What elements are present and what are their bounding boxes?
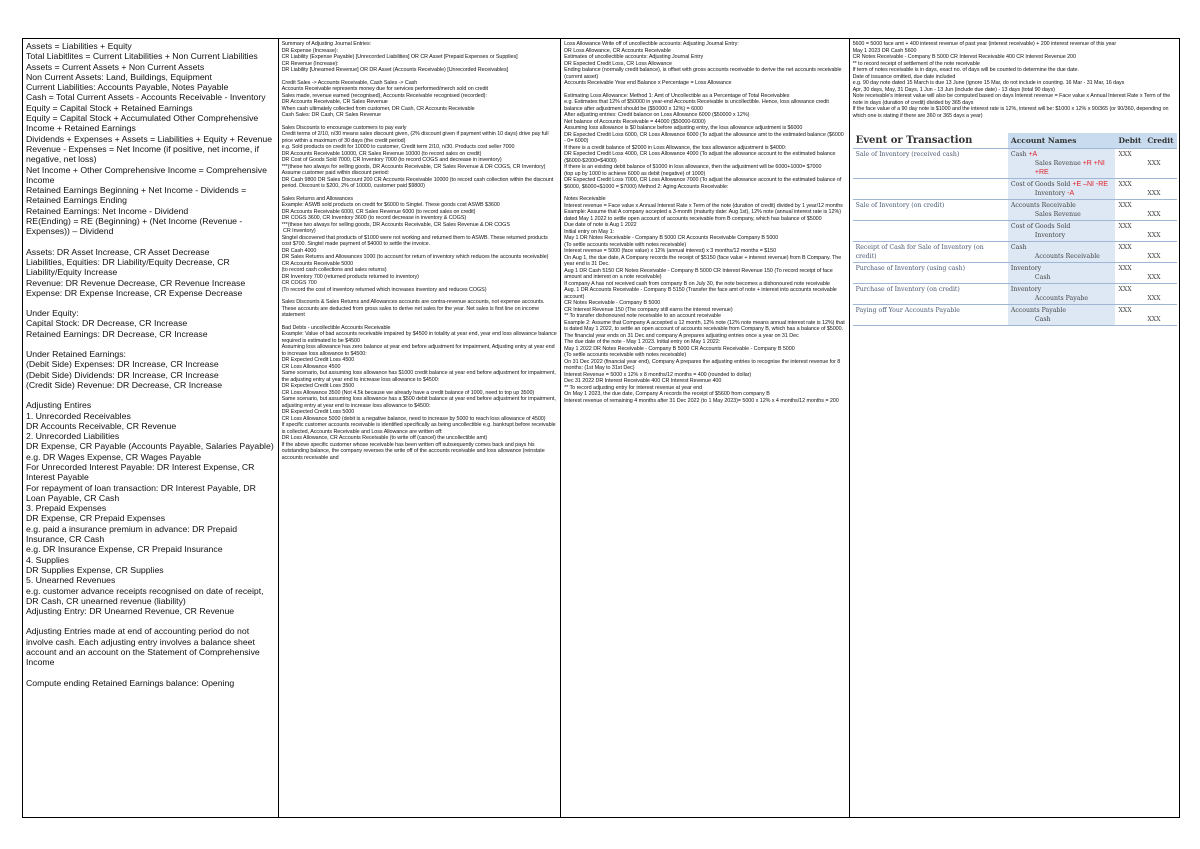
account-cell xyxy=(1008,263,1116,284)
spacer xyxy=(26,298,275,308)
debit-account: Cost of Goods Sold xyxy=(1010,223,1071,230)
event-cell: Purchase of Inventory (using cash) xyxy=(853,263,1008,284)
debit-account: Cost of Goods Sold xyxy=(1010,181,1071,188)
text-line: Assuming loss allowance is $0 balance before adjusting entry, the loss allowance adjustment is $6000 xyxy=(564,125,803,131)
text-line: Example 2: Assume that Company A accepted a 12 month, 12% note (12% note means annual interest rate is 12%) that is dated May 1 2022, to settle an open account of accounts receivable from Company B, which has a balance of $5000. xyxy=(564,319,847,332)
text-line: DR Expected Credit Loss 7000, CR Loss Allowance 7000 (To adjust the allowance account to the estimated balance of $6000, $6000+$1000 = $7000) Method 2: Aging Accounts Receivable: xyxy=(564,177,843,190)
credit-cell xyxy=(1144,200,1176,221)
text-line: DR Accounts Receivable, CR Revenue xyxy=(26,420,177,431)
text-line: Total Liabitlites = Current Litabilities + Non Current Liabilities xyxy=(26,51,258,62)
debit-cell: XXX xyxy=(1115,200,1144,221)
text-line: (top up by 1000 to achieve 6000 as debit (negative) of 1000) xyxy=(564,170,706,177)
account-cell xyxy=(1008,284,1116,305)
text-line: For repayment of loan transaction: DR Interest Payable, DR Loan Payable, CR Cash xyxy=(26,482,259,503)
text-line: e.g. customer advance receipts recognised on date of receipt, DR Cash, CR unearned revenue (liability) xyxy=(26,585,267,606)
text-line: CR Accounts Receivable 5000 xyxy=(281,260,354,267)
text-line: If there is an existing debit balance of $1000 in loss allowance, then the adjustment will be 6000+1000= $7000 xyxy=(564,164,822,170)
table-row xyxy=(853,179,1177,200)
text-line: If there is a credit balance of $2000 in Loss Allowance, the loss allowance adjustment is $4000: xyxy=(564,144,787,151)
text-line: DR Sales Returns and Allowances 1000 (to account for return of inventory which reduces the accounts receivable) xyxy=(281,254,549,260)
credit-value: XXX xyxy=(1147,160,1161,167)
credit-cell xyxy=(1144,284,1176,305)
header-account-names: Account Names xyxy=(1008,133,1116,149)
text-line: DR Cash 4000 xyxy=(281,247,317,254)
table-row xyxy=(853,200,1177,221)
text-line: If specific customer accounts receivable is identified specifically as being uncollectible e.g. bankrupt before receivable is collected, Accounts Receivable and Loss Allowance are written off: xyxy=(281,422,558,435)
debit-account: Inventory xyxy=(1010,265,1042,272)
text-line: ** to record receipt of settlement of the note receivable xyxy=(852,60,980,67)
text-line: DR Cost of Goods Sold 7000, CR Inventory 7000 (to record COGS and decrease in inventory) xyxy=(281,157,502,163)
table-row xyxy=(853,149,1177,179)
text-line: Net balance of Accounts Receivable = 44000 ($50000-6000) xyxy=(564,118,706,125)
event-cell: Purchase of Inventory (on credit) xyxy=(853,284,1008,305)
text-line: Interest Revenue = 5000 x 12% x 8 months/12 months = 400 (rounded to dollar) xyxy=(564,371,752,378)
text-line: Revenue - Expenses = Net Income (if positive, net income, if negative, net loss) xyxy=(26,143,262,165)
text-line: Credit terms of 2/10, n/30 means sales discount given, (2% discount given if payment within 10 days) drive pay full price within a maximum of 30 days (the credit period) xyxy=(281,131,550,144)
credit-account: Accounts Payabe xyxy=(1034,295,1089,302)
credit-cell xyxy=(1144,263,1176,284)
table-row xyxy=(853,305,1177,326)
text-line: CR Loss Allowance 5000 (debit is a negative balance, need to increase by 5000 to reach loss allowance of 4500) xyxy=(281,415,546,422)
text-line: (To settle accounts receivable with notes receivable) xyxy=(564,241,687,248)
text-line: Same scenario, but assuming loss allowance has a $500 debit balance at year end before adjustment for impairment, adjusting entry at year end to increase loss allowance to $4500: xyxy=(281,396,558,409)
text-line: Expense: DR Expense Increase, CR Expense Decrease xyxy=(26,287,243,298)
text-line: Interest revenue of remaining 4 months after 31 Dec 2022 (to 1 May 2023)= 5000 x 12% x 4 months/12 months = 200 xyxy=(564,397,839,404)
spacer xyxy=(26,237,275,247)
debit-cell: XXX xyxy=(1115,284,1144,305)
text-line: (to record cash collections and sales returns) xyxy=(281,267,387,273)
text-line: Compute ending Retained Earnings balance: Opening xyxy=(26,677,235,688)
text-line: Estimating Loss Allowance: Method 1: Amt of Uncollectible as a Percentage of Total Receivables xyxy=(564,92,790,99)
text-line: Accounts Receivable Year end Balance x Percentage = Loss Allowance xyxy=(564,80,732,86)
text-line: After adjusting entries: Credit balance on Loss Allowance 6000 ($50000 x 12%) xyxy=(564,112,750,118)
text-line: 4. Supplies xyxy=(26,554,69,565)
spacer xyxy=(26,668,275,678)
text-line: (To settle accounts receivable with notes receivable) xyxy=(564,352,687,358)
text-line: Dividends + Expenses + Assets = Liabilities + Equity + Revenue xyxy=(26,133,273,144)
credit-value: XXX xyxy=(1147,211,1161,218)
text-line: Retained Earnings: DR Decrease, CR Increase xyxy=(26,328,208,339)
text-line: Summary of Adjusting Journal Entries: xyxy=(281,41,372,47)
credit-value: XXX xyxy=(1147,316,1161,323)
text-line: Sales Returns and Allowances xyxy=(281,195,353,202)
event-cell xyxy=(853,179,1008,200)
debit-cell: XXX xyxy=(1115,179,1144,200)
text-line: Accounts Receivable represents money due for services performed/merch sold on credit xyxy=(281,86,488,92)
text-line: 3. Prepaid Expenses xyxy=(26,503,107,514)
text-line: CR COGS 700 xyxy=(281,280,317,286)
text-line: CR Interest Revenue 150 (The company still earns the interest revenue) xyxy=(564,306,733,313)
text-line: CR Revenue (Increase): xyxy=(281,60,339,67)
text-line: Interest revenue = 5000 (face value) x 12% (annual interest) x 3 months/12 months = $150 xyxy=(564,248,777,254)
text-line: Sales made, revenue earned (recognised), Accounts Receivable recognised (recorded): xyxy=(281,92,487,99)
text-line: e.g. DR Wages Expense, CR Wages Payable xyxy=(26,451,202,462)
text-line: Assets = Current Assets + Non Current Assets xyxy=(26,61,205,72)
text-line: ***(these two always for selling goods, DR Accounts Receivable, CR Sales Revenue & DR COGS xyxy=(281,221,510,228)
column-1 xyxy=(23,39,279,817)
table-row xyxy=(853,221,1177,242)
text-line: For Unrecorded Interest Payable: DR Interest Expense, CR Interest Payable xyxy=(26,461,257,483)
text-line: DR Expected Credit Loss 4500 xyxy=(281,357,355,363)
text-line: DR Inventory 700 (returned products returned to inventory) xyxy=(281,273,419,280)
credit-value: XXX xyxy=(1147,190,1161,197)
debit-account: Cash xyxy=(1010,244,1027,251)
table-row xyxy=(853,284,1177,305)
text-line: DR Expected Credit Loss 4000, CR Loss Allowance 4000 (To adjust the allowance account to the estimated balance ($6000-$2000=$4000) xyxy=(564,151,837,164)
text-line: 5. Unearned Revenues xyxy=(26,575,116,586)
debit-account: Cash xyxy=(1010,151,1027,158)
text-line: Equity = Capital Stock + Retained Earnings xyxy=(26,102,193,113)
text-line: Same scenario, but assuming loss allowance has $1000 credit balance at year end before adjustment for impairment, the adjusting entry at year end to increase loss allowance to $4500: xyxy=(281,370,558,383)
text-line: Initial entry on May 1: xyxy=(564,228,615,235)
text-line: Example: ASWB sold products on credit for $6000 to Singtel. These goods cost ASWB $3600 xyxy=(281,202,500,208)
text-line: CR Loss Allowance 4500 xyxy=(281,363,341,370)
text-line: ** To record adjusting entry for interest revenue at year end xyxy=(564,384,703,391)
credit-account: Cash xyxy=(1034,316,1051,323)
text-line: DR Cash 9800 DR Sales Discount 200 CR Accounts Receivable 10000 (to record cash collection within the discount period. Discount is $200, 2% of 10000, customer paid $9800) xyxy=(281,176,555,189)
text-line: Cash Sales: DR Cash, CR Sales Revenue xyxy=(281,112,381,118)
journal-entry-table xyxy=(853,133,1177,326)
text-line: If the face value of a 90 day note is $1000 and the interest rate is 12%, interest will be: $1000 x 12% x 90/365 (or 90/360, depending on which one is stating if there are 360 or 365 days a year) xyxy=(852,106,1170,119)
text-line: Notes Receivable xyxy=(564,196,606,202)
credit-account: Sales Revenue xyxy=(1034,160,1081,167)
text-line: Adjusting Entry: DR Unearned Revenue, CR Revenue xyxy=(26,606,235,617)
text-line: ***(these two always for selling goods, DR Accounts Receivable, CR Sales Revenue & DR COGS, CR Inventory) xyxy=(281,163,546,170)
text-line: DR Expected Credit Loss 3500 xyxy=(281,383,355,389)
text-line: DR Expense (Increase): xyxy=(281,47,338,54)
text-line: The due date of the note - May 1 2023. Initial entry on May 1 2022: xyxy=(564,339,721,345)
text-line: Bad Debts - uncollectible Accounts Receivable xyxy=(281,324,391,331)
debit-effect: +E –NI -RE xyxy=(1072,181,1108,188)
text-line: CR Loss Allowance 3500 (Not 4.5k because we already have a credit balance of 1000, need to top up 3500) xyxy=(281,389,535,396)
credit-cell xyxy=(1144,305,1176,326)
text-line: May 1 DR Notes Receivable - Company B 5000 CR Accounts Receivable Company B 5000 xyxy=(564,235,779,241)
credit-account: Sales Revenue xyxy=(1034,211,1081,218)
column-4 xyxy=(850,39,1179,817)
credit-effect: -A xyxy=(1067,190,1075,197)
text-line: DR Supplies Expense, CR Supplies xyxy=(26,564,164,575)
text-line: (To record the cost of inventory returned which increases inventory and reduces COGS) xyxy=(281,286,487,293)
text-line: DR COGS 3600, CR Inventory 3600 (to record decrease in inventory & COGS) xyxy=(281,215,467,221)
text-line: Date of issuance omitted, due date included xyxy=(852,73,956,80)
text-line: Equity = Capital Stock + Accumulated Other Comprehensive Income + Retained Earnings xyxy=(26,113,261,134)
credit-cell xyxy=(1144,149,1176,179)
text-line: DR Expected Credit Loss 5000 xyxy=(281,409,355,415)
text-line: DR Loss Allowance, CR Accounts Receivable xyxy=(564,47,671,54)
text-line: 1. Unrecorded Receivables xyxy=(26,410,131,421)
text-line: (Credit Side) Revenue: DR Decrease, CR Increase xyxy=(26,379,223,390)
credit-account: Inventory xyxy=(1034,232,1066,239)
journal-entry-table-image xyxy=(853,133,1177,326)
text-line: Under Equity: xyxy=(26,308,79,319)
debit-cell: XXX xyxy=(1115,149,1144,179)
text-line: e.g. DR Insurance Expense, CR Prepaid Insurance xyxy=(26,544,223,555)
text-line: DR Expected Credit Loss 6000, CR Loss Allowance 6000 (To adjust the allowance amt to the estimated balance ($6000 - 0= 6000) xyxy=(564,131,846,144)
header-credit: Credit xyxy=(1144,133,1176,149)
event-cell: Sale of Inventory (received cash) xyxy=(853,149,1008,179)
spacer xyxy=(26,390,275,400)
credit-cell xyxy=(1144,242,1176,263)
text-line: May 1 2023 DR Cash 5600 xyxy=(852,47,917,54)
text-line: Dec 31 2022 DR Interest Receivable 400 CR Interest Revenue 400 xyxy=(564,378,722,384)
credit-value: XXX xyxy=(1147,274,1161,281)
text-line: Adjusting Entries made at end of accounting period do not involve cash. Each adjusting entry involves a balance sheet account and an account on the Statement of Comprehensive Income xyxy=(26,626,263,668)
text-line: 5600 = 5000 face amt + 400 interest revenue of past year (interest receivable) + 200 interest revenue of this year xyxy=(852,41,1117,47)
spacer xyxy=(26,616,275,626)
text-line: Interest revenue = Face value x Annual Interest Rate x Term of the note (duration of credit) divided by 1 year/12 months xyxy=(564,202,843,209)
account-cell xyxy=(1008,200,1116,221)
text-line: The financial year ends on 31 Dec and company A prepares adjusting entries once a year on 31 Dec xyxy=(564,332,799,339)
debit-account: Inventory xyxy=(1010,286,1042,293)
text-line: DR Liability [Unearned Revenue] OR DR Asset (Accounts Receivable) [Unrecorded Receivables] xyxy=(281,67,509,73)
text-line: Example: Assume that A company accepted a 3-month (maturity date: Aug 1st), 12% note (annual interest rate is 12%) dated May 1 2022 to settle open account of accounts receivable from B company, which has balance of $5000 xyxy=(564,209,843,222)
text-line: If the above specific customer whose receivable has been written off subsequently comes back and pays his outstanding balance, the company reverses the write off of the accounts receivable and loss allowance (reinstate accounts receivable and xyxy=(281,441,547,461)
table-row xyxy=(853,263,1177,284)
text-line: Net Income + Other Comprehensive Income = Comprehensive Income xyxy=(26,164,270,185)
debit-cell: XXX xyxy=(1115,263,1144,284)
text-line: Singtel discovered that products of $1000 were not working and returned them to ASWB. These returned products cost $700. Singtel made payment of $4000 to settle the invoice. xyxy=(281,234,550,247)
text-line: Sales Discounts & Sales Returns and Allowances accounts are contra-revenue accounts, not expense accounts. These accounts are deducted from gross sales to derive net sales for the year. Net sales is first line on income statement xyxy=(281,299,546,318)
text-line: On May 1 2023, the due date, Company A records the receipt of $5600 from company B xyxy=(564,391,770,397)
text-line: Capital Stock: DR Decrease, CR Increase xyxy=(26,318,188,329)
table-row xyxy=(853,242,1177,263)
text-line: e.g. Estimates that 12% of $50000 in year-end Accounts Receivable is uncollectible. Hence, loss allowance credit balance after adjustment should be ($50000 x 12%) = 6000 xyxy=(564,99,831,112)
text-line: If company A has not received cash from company B on July 30, the note becomes a dishonoured note receivable xyxy=(564,280,830,287)
debit-cell: XXX xyxy=(1115,242,1144,263)
text-line: Sales Discounts to encourage customers to pay early xyxy=(281,124,407,131)
text-line: e.g. Sold products on credit for 10000 to customer, Credit term 2/10, n/30. Products cost seller 7000 xyxy=(281,144,515,150)
account-cell xyxy=(1008,221,1116,242)
text-line: DR Expense, CR Prepaid Expenses xyxy=(26,513,166,524)
account-cell xyxy=(1008,242,1116,263)
credit-effect: +R +NI +RE xyxy=(1034,160,1105,176)
credit-cell xyxy=(1144,179,1176,200)
text-line: Assuming loss allowance has zero balance at year end before adjustment for impairment, Adjusting entry at year end to increase loss allowance to $4500: xyxy=(281,344,556,357)
credit-account: Cash xyxy=(1034,274,1051,281)
debit-account: Accounts Receivable xyxy=(1010,202,1076,209)
text-line: On 31 Dec 2022 (financial year end), Company A prepares the adjusting entries to recognise the interest revenue for 8 months: (1st May to 31st Dec) xyxy=(564,358,842,371)
text-line: DR Accounts Receivable, CR Sales Revenue xyxy=(281,99,388,105)
text-line: Adjusting Entires xyxy=(26,400,92,411)
text-line: CR Liability (Expense Payable) [Unrecorded Liabilities] OR CR Asset [Prepaid Expenses or Supplies] xyxy=(281,54,518,60)
text-line: DR Expense, CR Payable (Accounts Payable, Salaries Payable) xyxy=(26,441,274,452)
text-line: DR Expected Credit Loss, CR Loss Allowance xyxy=(564,60,672,67)
text-line: Under Retained Earnings: xyxy=(26,349,126,360)
debit-cell: XXX xyxy=(1115,305,1144,326)
text-line: Non Current Assets: Land, Buildings, Equipment xyxy=(26,71,212,82)
text-line: CR Notes Receivable - Company B 5000 CR Interest Receivable 400 CR Interest Revenue 200 xyxy=(852,54,1076,60)
header-debit: Debit xyxy=(1115,133,1144,149)
text-line: ** To transfer dishonoured note receivable to an account receivable xyxy=(564,313,721,319)
text-line: Current Liabilities: Accounts Payable, Notes Payable xyxy=(26,82,229,93)
debit-effect: +A xyxy=(1028,151,1038,158)
text-line: RE(Ending) = RE (Beginning) + (Net Income (Revenue - Expenses)) – Dividend xyxy=(26,216,245,237)
column-3 xyxy=(561,39,850,817)
event-cell: Receipt of Cash for Sale of Inventory (on credit) xyxy=(853,242,1008,263)
credit-value: XXX xyxy=(1147,295,1161,302)
text-line: DR Loss Allowance, CR Accounts Receivable (to write off (cancel) the uncollectible amt) xyxy=(281,435,488,441)
text-line: Example: Value of bad accounts receivable impaired by $4500 in totality at year end, year end loss allowance balance required is estimated to be $4500 xyxy=(281,331,559,344)
credit-account: Accounts Receivable xyxy=(1034,253,1100,260)
text-line: (Debit Side) Expenses: DR Increase, CR Increase xyxy=(26,359,219,370)
text-line: Retained Earnings: Net Income - Dividend xyxy=(26,205,189,216)
text-line: DR Accounts Receivable 6000, CR Sales Revenue 6000 (to record sales on credit) xyxy=(281,208,476,215)
account-cell xyxy=(1008,305,1116,326)
text-line: May 1 2022 DR Notes Receivable - Company B 5000 CR Accounts Receivable - Company B 5000 xyxy=(564,345,795,352)
event-cell: Sale of Inventory (on credit) xyxy=(853,200,1008,221)
credit-value: XXX xyxy=(1147,253,1161,260)
text-line: CR Notes Receivable - Company B 5000 xyxy=(564,300,661,306)
debit-cell: XXX xyxy=(1115,221,1144,242)
text-line: Note receivable's interest value will also be computed based on days Interest revenue = Face value x Annual Interest Rate x Term of the note in days (duration of credit) divided by 365 days xyxy=(852,93,1172,106)
notes-receivable-continued xyxy=(853,41,1176,119)
column-2 xyxy=(279,39,562,817)
cheat-sheet-page xyxy=(22,38,1180,818)
event-cell: Paying off Your Accounts Payable xyxy=(853,305,1008,326)
spacer xyxy=(26,339,275,349)
text-line: Aug 1 DR Cash 5150 CR Notes Receivable - Company B 5000 CR Interest Revenue 150 (To record receipt of face amount and interest on a note receivable) xyxy=(564,267,835,280)
credit-account: Inventory xyxy=(1034,190,1066,197)
text-line: Apr, 30 days, May, 31 Days, 1 Jun - 13 Jun (include due date) - 13 days (total 90 days) xyxy=(852,86,1055,93)
event-cell xyxy=(853,221,1008,242)
text-line: CR Inventory) xyxy=(281,228,316,234)
text-line: Assume customer paid within discount period: xyxy=(281,170,390,176)
text-line: DR Accounts Receivable 10000, CR Sales Revenue 10000 (to record sales on credit) xyxy=(281,150,482,157)
text-line: Loss Allowance Write off of uncollectible accounts: Adjusting Journal Entry: xyxy=(564,41,739,47)
text-line: Estimates of uncollectible accounts: Adjusting Journal Entry xyxy=(564,54,704,60)
text-line: e.g. paid a insurance premium in advance: DR Prepaid Insurance, CR Cash xyxy=(26,523,240,545)
text-line: When cash ultimately collected from customer, DR Cash, CR Accounts Receivable xyxy=(281,105,475,112)
text-line: Revenue: DR Revenue Decrease, CR Revenue Increase xyxy=(26,277,246,288)
text-line: e.g. 90 day note dated 15 March is due 13 June (ignore 15 Mar, do not include in counting. 16 Mar - 31 Mar, 16 days xyxy=(852,80,1125,86)
text-line: Cash = Total Current Assets - Accounts Receivable - Inventory xyxy=(26,92,266,103)
text-line: Assets = Liabilities + Equity xyxy=(26,41,132,51)
header-event: Event or Transaction xyxy=(853,133,1008,149)
text-line: If term of notes receivable is in days, exact no. of days will be counted to determine the due date. xyxy=(852,67,1079,73)
text-line: Retained Earnings Beginning + Net Income - Dividends = Retained Earnings Ending xyxy=(26,185,249,206)
text-line: Credit Sales -> Accounts Receivable, Cash Sales -> Cash xyxy=(281,79,418,86)
text-line: Assets: DR Asset Increase, CR Asset Decrease xyxy=(26,246,210,257)
text-line: (Debit Side) Dividends: DR Increase, CR Increase xyxy=(26,369,219,380)
account-cell xyxy=(1008,149,1116,179)
text-line: Due date of note is Aug 1 2022 xyxy=(564,222,637,228)
credit-cell xyxy=(1144,221,1176,242)
text-line: Aug. 1 DR Accounts Receivable - Company B 5150 (Transfer the face amt of note + interest into accounts receivable account) xyxy=(564,287,839,300)
text-line: On Aug 1, the due date, A Company records the receipt of $5150 (face value + interest revenue) from B Company. The year end is 31 Dec. xyxy=(564,254,843,267)
text-line: 2. Unrecorded Liabilities xyxy=(26,431,120,442)
text-line: Liabilities, Equities: DR Liability/Equity Decrease, CR Liability/Equity Increase xyxy=(26,256,233,278)
debit-account: Accounts Payable xyxy=(1010,307,1066,314)
account-cell xyxy=(1008,179,1116,200)
text-line: Ending balance (normally credit balance), is offset with gross accounts receivable to derive the net accounts receivable (current asset) xyxy=(564,67,843,80)
credit-value: XXX xyxy=(1147,232,1161,239)
